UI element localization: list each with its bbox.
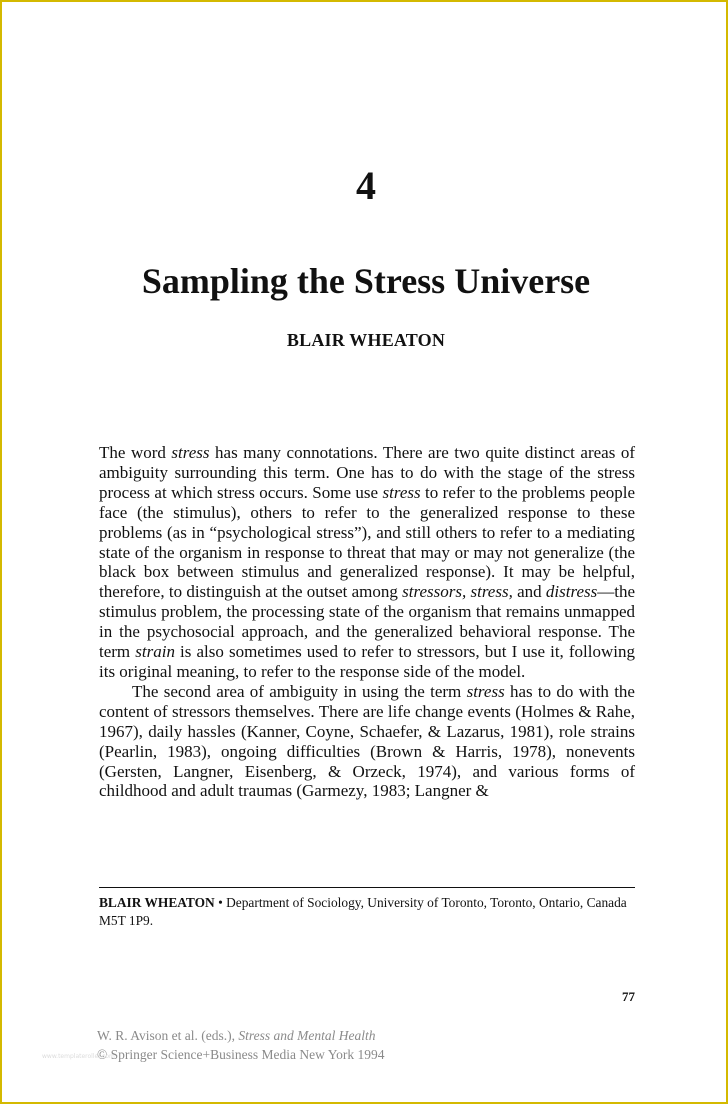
citation-book-title: Stress and Mental Health bbox=[238, 1028, 376, 1043]
citation-line bbox=[97, 1028, 497, 1044]
text-run: The second area of ambiguity in using the term bbox=[132, 681, 467, 701]
text-run: —the stimulus problem, the processing state of the organism that remains unmapped in the psychosocial approach, and the generalized behavioral response. The term bbox=[99, 582, 635, 662]
page-number: 77 bbox=[622, 989, 635, 1004]
footnote-author-name: BLAIR WHEATON bbox=[99, 895, 215, 910]
text-run: The word bbox=[99, 443, 172, 462]
italic-term: stressors, stress, bbox=[402, 582, 513, 602]
text-run: and bbox=[512, 582, 546, 602]
italic-term: stress bbox=[171, 443, 210, 462]
chapter-title: Sampling the Stress Universe bbox=[141, 261, 591, 301]
chapter-number: 4 bbox=[356, 163, 376, 208]
copyright-line: © Springer Science+Business Media New York 1994 bbox=[97, 1047, 385, 1062]
text-run: has many connotations. There are two quite distinct areas of ambiguity surrounding this term. One has to do with the stage of the stress process at which stress occurs. Some use bbox=[99, 443, 635, 502]
footnote-rule bbox=[99, 887, 635, 888]
footnote-separator: • bbox=[214, 895, 227, 910]
watermark: www.templateroller.com bbox=[42, 1053, 115, 1060]
italic-term: distress bbox=[545, 582, 598, 602]
chapter-body bbox=[99, 443, 635, 801]
body-paragraph-2 bbox=[99, 682, 635, 801]
footnote-affiliation: Department of Sociology, University of Toronto, Toronto, Ontario, Canada M5T 1P9. bbox=[99, 895, 627, 928]
citation-editors: W. R. Avison et al. (eds.), bbox=[97, 1028, 239, 1043]
text-run: has to do with the content of stressors themselves. There are life change events (Holmes & Rahe, 1967), daily hassles (Kanner, Coyne, Schaefer, & Lazarus, 1981), role strains (Pearlin, 1983), ongoing difficulties (Brown & Harris, 1978), nonevents (Gersten, Langner, Eisenberg, & Orzeck, 1974), and various forms of childhood and adult traumas (Garmezy, 1983; Langner & bbox=[99, 681, 635, 801]
text-run: to refer to the problems people face (the stimulus), others to refer to the generalized response to these problems (as in “psychological stress”), and still others to refer to a mediating state of the organism in response to threat that may or may not generalize (the black box between stimulus and generalized response). It may be helpful, therefore, to distinguish at the outset among bbox=[99, 482, 636, 602]
italic-term: stress bbox=[382, 482, 421, 502]
italic-term: stress bbox=[466, 681, 505, 701]
chapter-author: BLAIR WHEATON bbox=[286, 330, 446, 350]
body-paragraph-1 bbox=[99, 443, 635, 682]
author-footnote bbox=[99, 894, 635, 930]
text-run: is also sometimes used to refer to stressors, but I use it, following its original meaning, to refer to the response side of the model. bbox=[99, 642, 636, 681]
italic-term: strain bbox=[135, 642, 175, 662]
